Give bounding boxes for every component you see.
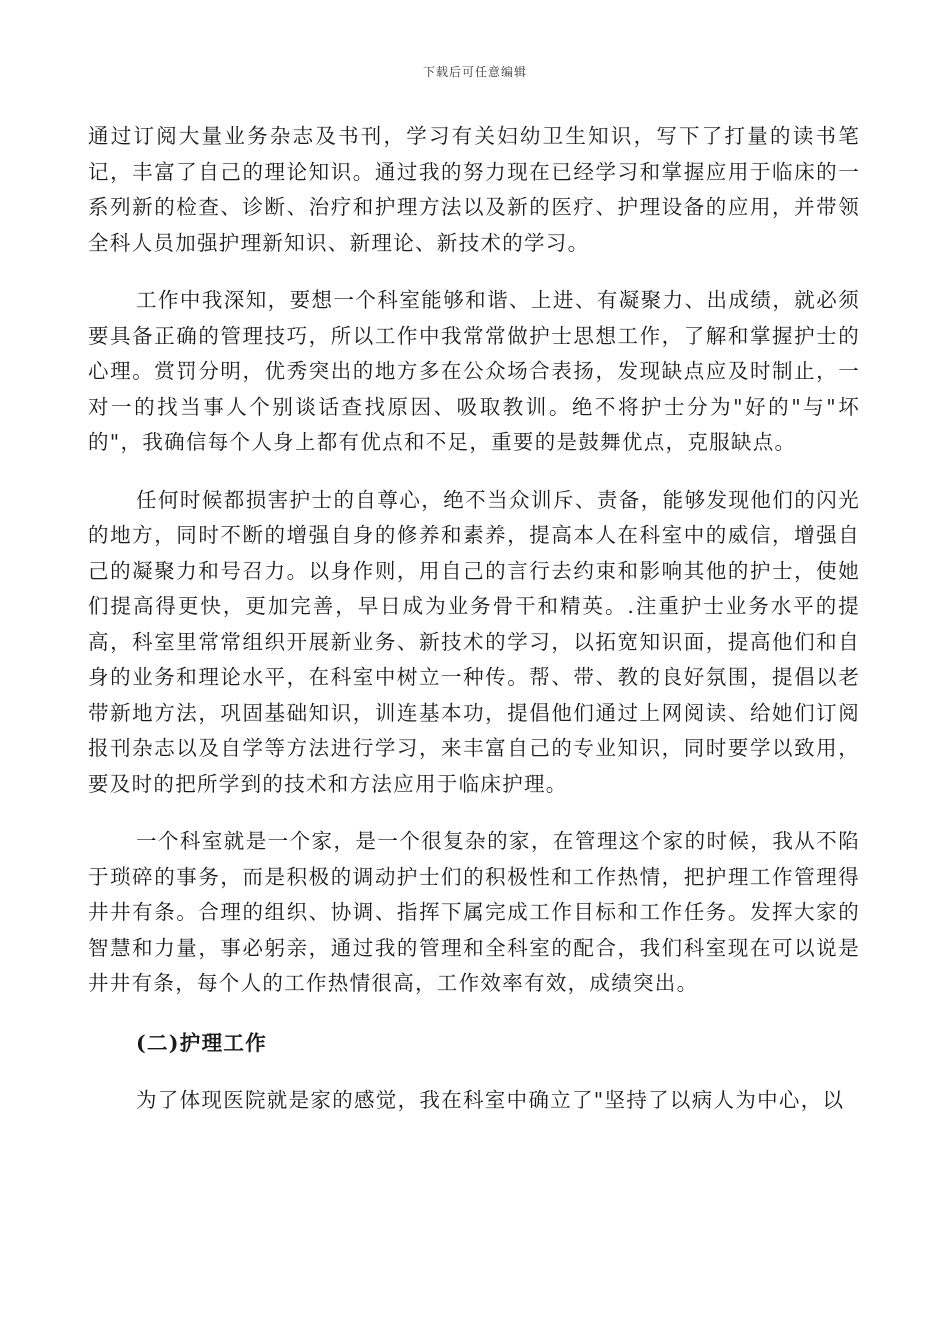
paragraph-4: 一个科室就是一个家，是一个很复杂的家，在管理这个家的时候，我从不陷于琐碎的事务，而是积极的调动护士们的积极性和工作热情，把护理工作管理得井井有条。合理的组织、协调、指挥下属完成工作目标和工作任务。发挥大家的智慧和力量，事必躬亲，通过我的管理和全科室的配合，我们科室现在可以说是井井有条，每个人的工作热情很高，工作效率有效，成绩突出。 (88, 829, 860, 995)
paragraph-5: 为了体现医院就是家的感觉，我在科室中确立了"坚持了以病人为中心，以 (136, 1088, 845, 1112)
page-header: 下载后可任意编辑 (422, 65, 527, 79)
section-heading: (二)护理工作 (136, 1030, 267, 1055)
paragraph-2: 工作中我深知，要想一个科室能够和谐、上进、有凝聚力、出成绩，就必须要具备正确的管理技巧，所以工作中我常常做护士思想工作，了解和掌握护士的心理。赏罚分明，优秀突出的地方多在公众场合表扬，发现缺点应及时制止，一对一的找当事人个别谈话查找原因、吸取教训。绝不将护士分为"好的"与"坏的"，我确信每个人身上都有优点和不足，重要的是鼓舞优点，克服缺点。 (88, 288, 860, 454)
paragraph-3: 任何时候都损害护士的自尊心，绝不当众训斥、责备，能够发现他们的闪光的地方，同时不断的增强自身的修养和素养，提高本人在科室中的威信，增强自己的凝聚力和号召力。以身作则，用自己的言行去约束和影响其他的护士，使她们提高得更快，更加完善，早日成为业务骨干和精英。.注重护士业务水平的提高，科室里常常组织开展新业务、新技术的学习，以拓宽知识面，提高他们和自身的业务和理论水平，在科室中树立一种传。帮、带、教的良好氛围，提倡以老带新地方法，巩固基础知识，训连基本功，提倡他们通过上网阅读、给她们订阅报刊杂志以及自学等方法进行学习，来丰富自己的专业知识，同时要学以致用，要及时的把所学到的技术和方法应用于临床护理。 (88, 487, 860, 796)
document-body (88, 119, 860, 1119)
paragraph-1: 通过订阅大量业务杂志及书刊，学习有关妇幼卫生知识，写下了打量的读书笔记，丰富了自己的理论知识。通过我的努力现在已经学习和掌握应用于临床的一系列新的检查、诊断、治疗和护理方法以及新的医疗、护理设备的应用，并带领全科人员加强护理新知识、新理论、新技术的学习。 (88, 124, 860, 255)
